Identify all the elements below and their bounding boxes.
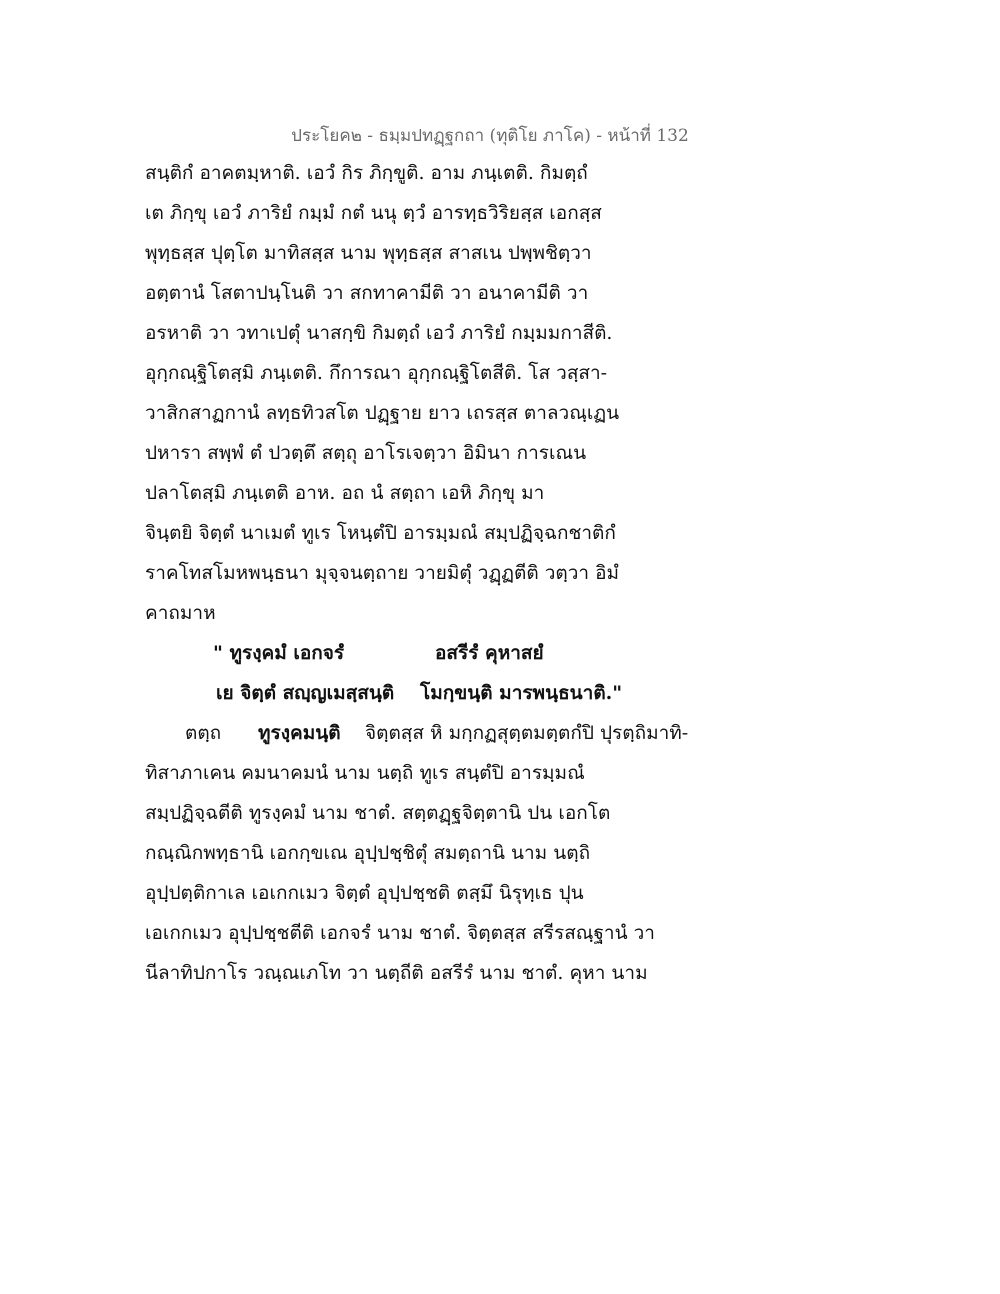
text-line: ราคโทสโมหพนฺธนา มุจฺจนตฺถาย วายมิตุํ วฏฺฏตีติ วตฺวา อิมํ [145, 562, 620, 584]
text-line: อรหาติ วา วทาเปตุํ นาสกฺขิ กิมตฺถํ เอวํ ภาริยํ กมฺมมกาสีติ. [145, 322, 613, 344]
verse-line-1a: " ทูรงฺคมํ เอกจรํ [213, 642, 345, 664]
text-line: กณฺณิกพทฺธานิ เอกกฺขเณ อุปฺปชฺชิตุํ สมตฺถานิ นาม นตฺถิ [145, 842, 591, 864]
commentary-lead-word: ตตฺถ [185, 722, 222, 744]
text-line: เอเกกเมว อุปฺปชฺชตีติ เอกจรํ นาม ชาตํ. จิตฺตสฺส สรีรสณฺฐานํ วา [145, 922, 655, 944]
text-line: เต ภิกฺขุ เอวํ ภาริยํ กมฺมํ กตํ นนุ ตฺวํ อารทฺธวิริยสฺส เอกสฺส [145, 202, 602, 224]
text-line: นีลาทิปกาโร วณฺณเภโท วา นตฺถีติ อสรีรํ นาม ชาตํ. คุหา นาม [145, 962, 648, 984]
text-line: สนฺติกํ อาคตมฺหาติ. เอวํ กิร ภิกฺขูติ. อาม ภนฺเตติ. กิมตฺถํ [145, 162, 588, 184]
verse-line-1b: อสรีรํ คุหาสยํ [435, 642, 544, 664]
text-line: อุกฺกณฺฐิโตสฺมิ ภนฺเตติ. กึการณา อุกฺกณฺฐิโตสีติ. โส วสฺสา- [145, 362, 608, 384]
text-line: พุทฺธสฺส ปุตฺโต มาทิสสฺส นาม พุทฺธสฺส สาสเน ปพฺพชิตฺวา [145, 242, 592, 264]
text-line: สมฺปฏิจฺฉตีติ ทูรงฺคมํ นาม ชาตํ. สตฺตฏฺฐจิตฺตานิ ปน เอกโต [145, 802, 611, 824]
verse-line-2b: โมกฺขนฺติ มารพนฺธนาติ." [420, 682, 623, 704]
text-line: ปลาโตสฺมิ ภนฺเตติ อาห. อถ นํ สตฺถา เอหิ ภิกฺขุ มา [145, 482, 545, 504]
text-line: คาถมาห [145, 602, 216, 624]
text-line: ทิสาภาเคน คมนาคมนํ นาม นตฺถิ ทูเร สนฺตํปิ อารมฺมณํ [145, 762, 585, 784]
text-line: วาสิกสาฏกานํ ลทฺธทิวสโต ปฏฺฐาย ยาว เถรสฺส ตาลวณฺเฏน [145, 402, 620, 424]
text-line: จินฺตยิ จิตฺตํ นาเมตํ ทูเร โหนฺตํปิ อารมฺมณํ สมฺปฏิจฺฉกชาติกํ [145, 522, 616, 544]
running-header: ประโยค๒ - ธมฺมปทฏฺฐกถา (ทุติโย ภาโค) - หน้าที่ 132 [291, 126, 689, 146]
text-line: ปหารา สพฺพํ ตํ ปวตฺตึ สตฺถุ อาโรเจตฺวา อิมินา การเณน [145, 442, 587, 464]
verse-line-2a: เย จิตฺตํ สญฺญเมสฺสนฺติ [216, 682, 395, 704]
commentary-term: ทูรงฺคมนฺติ [258, 722, 341, 744]
text-line: อุปฺปตฺติกาเล เอเกกเมว จิตฺตํ อุปฺปชฺชติ ตสฺมึ นิรุทฺเธ ปุน [145, 882, 584, 904]
text-line: อตฺตานํ โสตาปนฺโนติ วา สกทาคามีติ วา อนาคามีติ วา [145, 282, 589, 304]
text-line: จิตฺตสฺส หิ มกฺกฏสุตฺตมตฺตกํปิ ปุรตฺถิมาทิ- [365, 722, 689, 744]
